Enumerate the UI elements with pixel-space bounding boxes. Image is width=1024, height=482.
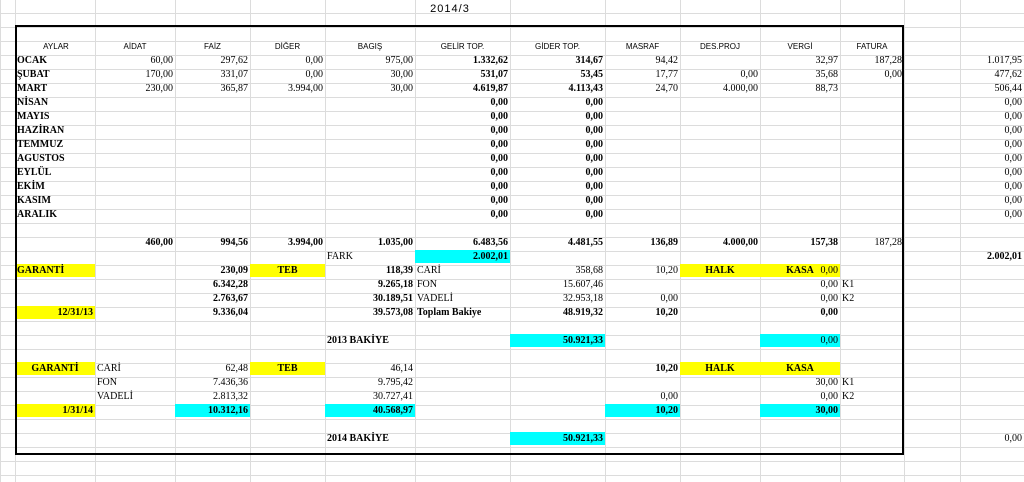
- bank-kasa-2014[interactable]: KASA: [760, 362, 840, 375]
- garanti-2014-total[interactable]: 10.312,16: [175, 404, 250, 417]
- month-faiz[interactable]: [175, 208, 250, 221]
- month-desproj[interactable]: [680, 194, 760, 207]
- month-faiz[interactable]: 331,07: [220, 69, 248, 80]
- month-desproj[interactable]: [680, 54, 760, 67]
- kasa-2014-value[interactable]: [760, 362, 840, 375]
- month-vergi[interactable]: 32,97: [815, 55, 838, 66]
- month-extra[interactable]: 0,00: [1004, 167, 1022, 178]
- kasa-2013-value[interactable]: 0,00: [820, 265, 838, 276]
- month-diger[interactable]: 3.994,00: [288, 83, 323, 94]
- month-gider[interactable]: 0,00: [585, 139, 603, 150]
- garanti-2013-value[interactable]: 230,09: [220, 265, 248, 276]
- date-2014[interactable]: 1/31/14: [15, 404, 95, 417]
- month-masraf[interactable]: 17,77: [655, 69, 678, 80]
- teb-2014-value[interactable]: 9.795,42: [378, 377, 413, 388]
- month-faiz[interactable]: 365,87: [220, 83, 248, 94]
- month-faiz[interactable]: [175, 194, 250, 207]
- fark-label[interactable]: FARK: [327, 251, 353, 262]
- month-diger[interactable]: [250, 166, 325, 179]
- month-fatura[interactable]: 187,28: [874, 55, 902, 66]
- month-vergi[interactable]: [760, 152, 840, 165]
- month-bagis[interactable]: [325, 110, 415, 123]
- month-gider[interactable]: 0,00: [585, 209, 603, 220]
- column-header[interactable]: FATURA: [856, 42, 888, 51]
- month-aidat[interactable]: [95, 96, 175, 109]
- month-diger[interactable]: 0,00: [305, 55, 323, 66]
- month-desproj[interactable]: [680, 208, 760, 221]
- month-gelir[interactable]: 0,00: [490, 97, 508, 108]
- month-desproj[interactable]: 4.000,00: [723, 83, 758, 94]
- month-label[interactable]: EKİM: [17, 181, 45, 192]
- halk-2014-value[interactable]: 10,20: [655, 363, 678, 374]
- fark-value[interactable]: 2.002,01: [415, 250, 510, 263]
- month-label[interactable]: OCAK: [17, 55, 47, 66]
- month-gelir[interactable]: 0,00: [490, 167, 508, 178]
- bank-teb-2013[interactable]: TEB: [250, 264, 325, 277]
- column-header[interactable]: GİDER TOP.: [535, 42, 580, 51]
- account-label-2013[interactable]: FON: [417, 279, 438, 290]
- month-faiz[interactable]: [175, 180, 250, 193]
- bank-garanti-2013[interactable]: GARANTİ: [15, 264, 95, 277]
- bank-garanti-2014[interactable]: GARANTİ: [15, 362, 95, 375]
- kasa-tag-2014[interactable]: [840, 362, 904, 375]
- total-masraf[interactable]: 136,89: [650, 237, 678, 248]
- bank-teb-2014[interactable]: TEB: [250, 362, 325, 375]
- month-label[interactable]: ARALIK: [17, 209, 58, 220]
- month-gider[interactable]: 0,00: [585, 125, 603, 136]
- month-extra[interactable]: 0,00: [1004, 209, 1022, 220]
- column-header[interactable]: GELİR TOP.: [440, 42, 485, 51]
- month-vergi[interactable]: [760, 138, 840, 151]
- month-extra[interactable]: 0,00: [1004, 139, 1022, 150]
- teb-2013-value[interactable]: 30.189,51: [373, 293, 413, 304]
- month-vergi[interactable]: [760, 124, 840, 137]
- month-masraf[interactable]: 94,42: [655, 55, 678, 66]
- total-diger[interactable]: 3.994,00: [288, 237, 323, 248]
- month-vergi[interactable]: [760, 166, 840, 179]
- garanti-2014-value[interactable]: 7.436,36: [213, 377, 248, 388]
- month-label[interactable]: NİSAN: [17, 97, 49, 108]
- month-gelir[interactable]: 4.619,87: [473, 83, 508, 94]
- month-extra[interactable]: 0,00: [1004, 97, 1022, 108]
- bakiye-2014-label[interactable]: 2014 BAKİYE: [327, 433, 389, 444]
- month-extra[interactable]: 477,62: [994, 69, 1022, 80]
- month-bagis[interactable]: 975,00: [385, 55, 413, 66]
- column-header[interactable]: DİĞER: [274, 42, 301, 51]
- month-gider[interactable]: 53,45: [580, 69, 603, 80]
- month-vergi[interactable]: [760, 208, 840, 221]
- month-gider[interactable]: 0,00: [585, 153, 603, 164]
- month-fatura[interactable]: [840, 138, 904, 151]
- month-fatura[interactable]: [840, 124, 904, 137]
- total-gider[interactable]: 4.481,55: [568, 237, 603, 248]
- column-header[interactable]: DES.PROJ: [699, 42, 740, 51]
- column-header[interactable]: VERGİ: [787, 42, 813, 51]
- bakiye-2013-label[interactable]: 2013 BAKİYE: [327, 335, 389, 346]
- account-total-2013[interactable]: 358,68: [575, 265, 603, 276]
- month-bagis[interactable]: 30,00: [390, 83, 413, 94]
- month-gider[interactable]: 0,00: [585, 167, 603, 178]
- month-faiz[interactable]: [175, 138, 250, 151]
- month-gider[interactable]: 0,00: [585, 97, 603, 108]
- month-aidat[interactable]: [95, 152, 175, 165]
- garanti-2013-value[interactable]: 2.763,67: [213, 293, 248, 304]
- month-bagis[interactable]: [325, 152, 415, 165]
- month-masraf[interactable]: [605, 124, 680, 137]
- column-header[interactable]: FAİZ: [204, 42, 221, 51]
- column-header[interactable]: AİDAT: [123, 42, 147, 51]
- month-vergi[interactable]: [760, 194, 840, 207]
- account-label-2013[interactable]: VADELİ: [417, 293, 453, 304]
- month-gider[interactable]: 0,00: [585, 195, 603, 206]
- account-label-2014[interactable]: VADELİ: [97, 391, 133, 402]
- halk-2014-value[interactable]: 0,00: [660, 391, 678, 402]
- kasa-tag-2013[interactable]: K2: [842, 293, 855, 304]
- month-desproj[interactable]: [680, 180, 760, 193]
- month-aidat[interactable]: 170,00: [145, 69, 173, 80]
- month-diger[interactable]: [250, 152, 325, 165]
- bank-halk-2013[interactable]: HALK: [680, 264, 760, 277]
- month-gider[interactable]: 0,00: [585, 111, 603, 122]
- kasa-tag-2013[interactable]: K1: [842, 279, 855, 290]
- month-fatura[interactable]: [840, 82, 904, 95]
- month-diger[interactable]: [250, 96, 325, 109]
- garanti-2013-value[interactable]: 6.342,28: [213, 279, 248, 290]
- teb-2014-value[interactable]: 30.727,41: [373, 391, 413, 402]
- total-bagis[interactable]: 1.035,00: [378, 237, 413, 248]
- kasa-2014-value[interactable]: 0,00: [820, 391, 838, 402]
- month-faiz[interactable]: [175, 96, 250, 109]
- kasa-2014-value[interactable]: 30,00: [815, 377, 838, 388]
- account-label-2013[interactable]: CARİ: [417, 265, 441, 276]
- month-diger[interactable]: 0,00: [305, 69, 323, 80]
- bakiye-2014-right[interactable]: 0,00: [1004, 433, 1022, 444]
- month-label[interactable]: MAYIS: [17, 111, 50, 122]
- total-desproj[interactable]: 4.000,00: [723, 237, 758, 248]
- month-aidat[interactable]: [95, 166, 175, 179]
- halk-2013-value[interactable]: [605, 278, 680, 291]
- month-fatura[interactable]: [840, 110, 904, 123]
- month-faiz[interactable]: [175, 110, 250, 123]
- month-faiz[interactable]: 297,62: [220, 55, 248, 66]
- month-faiz[interactable]: [175, 166, 250, 179]
- month-desproj[interactable]: [680, 96, 760, 109]
- month-gelir[interactable]: 0,00: [490, 181, 508, 192]
- teb-2014-total[interactable]: 40.568,97: [325, 404, 415, 417]
- month-faiz[interactable]: [175, 152, 250, 165]
- month-gelir[interactable]: 0,00: [490, 125, 508, 136]
- halk-2013-value[interactable]: 10,20: [655, 265, 678, 276]
- month-fatura[interactable]: [840, 166, 904, 179]
- kasa-tag-2014[interactable]: K1: [842, 377, 855, 388]
- month-masraf[interactable]: [605, 138, 680, 151]
- halk-2014-total[interactable]: 10,20: [605, 404, 680, 417]
- bank-halk-2014[interactable]: HALK: [680, 362, 760, 375]
- month-label[interactable]: HAZİRAN: [17, 125, 65, 136]
- total-faiz[interactable]: 994,56: [220, 237, 248, 248]
- month-desproj[interactable]: [680, 124, 760, 137]
- month-masraf[interactable]: [605, 152, 680, 165]
- month-label[interactable]: TEMMUZ: [17, 139, 64, 150]
- month-vergi[interactable]: [760, 96, 840, 109]
- kasa-tag-2013[interactable]: [840, 264, 904, 277]
- month-extra[interactable]: 0,00: [1004, 153, 1022, 164]
- month-bagis[interactable]: [325, 208, 415, 221]
- kasa-2013-value[interactable]: 0,00: [820, 293, 838, 304]
- month-aidat[interactable]: 60,00: [150, 55, 173, 66]
- month-gider[interactable]: 4.113,43: [568, 83, 603, 94]
- kasa-tag-2014[interactable]: K2: [842, 391, 855, 402]
- halk-2013-value[interactable]: 0,00: [660, 293, 678, 304]
- total-aidat[interactable]: 460,00: [145, 237, 173, 248]
- kasa-2014-total[interactable]: 30,00: [760, 404, 840, 417]
- month-vergi[interactable]: [760, 180, 840, 193]
- month-fatura[interactable]: [840, 208, 904, 221]
- month-label[interactable]: AGUSTOS: [17, 153, 65, 164]
- teb-2013-total[interactable]: 39.573,08: [373, 307, 413, 318]
- kasa-2013-cyan[interactable]: 0,00: [760, 334, 840, 347]
- month-aidat[interactable]: [95, 194, 175, 207]
- account-label-2014[interactable]: FON: [97, 377, 118, 388]
- halk-2014-value[interactable]: [605, 376, 680, 389]
- month-diger[interactable]: [250, 180, 325, 193]
- month-fatura[interactable]: [840, 180, 904, 193]
- month-extra[interactable]: 0,00: [1004, 181, 1022, 192]
- month-fatura[interactable]: [840, 152, 904, 165]
- halk-2013-total[interactable]: 10,20: [655, 307, 678, 318]
- month-vergi[interactable]: 35,68: [815, 69, 838, 80]
- garanti-2014-value[interactable]: 2.813,32: [213, 391, 248, 402]
- teb-2014-value[interactable]: 46,14: [390, 363, 413, 374]
- month-vergi[interactable]: 88,73: [815, 83, 838, 94]
- account-total-2013[interactable]: 15.607,46: [563, 279, 603, 290]
- month-aidat[interactable]: 230,00: [145, 83, 173, 94]
- month-extra[interactable]: 0,00: [1004, 125, 1022, 136]
- month-bagis[interactable]: 30,00: [390, 69, 413, 80]
- month-masraf[interactable]: [605, 208, 680, 221]
- month-diger[interactable]: [250, 138, 325, 151]
- month-diger[interactable]: [250, 208, 325, 221]
- month-extra[interactable]: 1.017,95: [987, 55, 1022, 66]
- month-extra[interactable]: 0,00: [1004, 111, 1022, 122]
- date-2013[interactable]: 12/31/13: [15, 306, 95, 319]
- total-balance-value[interactable]: 48.919,32: [563, 307, 603, 318]
- month-label[interactable]: KASIM: [17, 195, 51, 206]
- month-fatura[interactable]: [840, 194, 904, 207]
- month-gelir[interactable]: 0,00: [490, 111, 508, 122]
- month-masraf[interactable]: [605, 194, 680, 207]
- month-desproj[interactable]: [680, 110, 760, 123]
- month-desproj[interactable]: 0,00: [740, 69, 758, 80]
- month-gelir[interactable]: 1.332,62: [473, 55, 508, 66]
- month-masraf[interactable]: [605, 166, 680, 179]
- fark-right[interactable]: 2.002,01: [987, 251, 1022, 262]
- month-faiz[interactable]: [175, 124, 250, 137]
- column-header[interactable]: MASRAF: [625, 42, 660, 51]
- month-desproj[interactable]: [680, 152, 760, 165]
- month-aidat[interactable]: [95, 110, 175, 123]
- month-diger[interactable]: [250, 124, 325, 137]
- month-bagis[interactable]: [325, 166, 415, 179]
- month-bagis[interactable]: [325, 138, 415, 151]
- month-masraf[interactable]: [605, 96, 680, 109]
- month-gider[interactable]: 314,67: [575, 55, 603, 66]
- account-total-2013[interactable]: 32.953,18: [563, 293, 603, 304]
- month-desproj[interactable]: [680, 166, 760, 179]
- column-header[interactable]: BAGIŞ: [357, 42, 383, 51]
- month-gelir[interactable]: 531,07: [480, 69, 508, 80]
- month-aidat[interactable]: [95, 138, 175, 151]
- total-balance-label[interactable]: Toplam Bakiye: [417, 307, 482, 318]
- month-gelir[interactable]: 0,00: [490, 195, 508, 206]
- month-diger[interactable]: [250, 194, 325, 207]
- month-masraf[interactable]: [605, 110, 680, 123]
- month-extra[interactable]: 506,44: [994, 83, 1022, 94]
- bakiye-2014-value[interactable]: 50.921,33: [510, 432, 605, 445]
- column-header[interactable]: AYLAR: [43, 42, 69, 51]
- month-fatura[interactable]: 0,00: [884, 69, 902, 80]
- month-masraf[interactable]: 24,70: [655, 83, 678, 94]
- account-label-2014[interactable]: CARİ: [97, 363, 121, 374]
- month-label[interactable]: EYLÜL: [17, 167, 52, 178]
- month-bagis[interactable]: [325, 124, 415, 137]
- kasa-2013-total[interactable]: 0,00: [820, 307, 838, 318]
- total-gelir[interactable]: 6.483,56: [473, 237, 508, 248]
- teb-2013-value[interactable]: 118,39: [386, 265, 413, 276]
- month-gelir[interactable]: 0,00: [490, 153, 508, 164]
- bank-kasa-2013[interactable]: KASA: [760, 264, 840, 277]
- kasa-2013-value[interactable]: 0,00: [820, 279, 838, 290]
- month-aidat[interactable]: [95, 124, 175, 137]
- month-label[interactable]: ŞUBAT: [17, 69, 50, 80]
- month-masraf[interactable]: [605, 180, 680, 193]
- month-fatura[interactable]: [840, 96, 904, 109]
- month-diger[interactable]: [250, 110, 325, 123]
- month-gider[interactable]: 0,00: [585, 181, 603, 192]
- garanti-2013-total[interactable]: 9.336,04: [213, 307, 248, 318]
- month-gelir[interactable]: 0,00: [490, 209, 508, 220]
- garanti-2014-value[interactable]: 62,48: [225, 363, 248, 374]
- sheet-title[interactable]: 2014/3: [430, 3, 470, 15]
- teb-2013-value[interactable]: 9.265,18: [378, 279, 413, 290]
- month-aidat[interactable]: [95, 180, 175, 193]
- month-bagis[interactable]: [325, 194, 415, 207]
- month-gelir[interactable]: 0,00: [490, 139, 508, 150]
- month-label[interactable]: MART: [17, 83, 48, 94]
- bakiye-2013-value[interactable]: 50.921,33: [510, 334, 605, 347]
- month-desproj[interactable]: [680, 138, 760, 151]
- month-bagis[interactable]: [325, 180, 415, 193]
- month-vergi[interactable]: [760, 110, 840, 123]
- month-extra[interactable]: 0,00: [1004, 195, 1022, 206]
- total-vergi[interactable]: 157,38: [810, 237, 838, 248]
- month-aidat[interactable]: [95, 208, 175, 221]
- total-fatura[interactable]: 187,28: [874, 237, 902, 248]
- month-bagis[interactable]: [325, 96, 415, 109]
